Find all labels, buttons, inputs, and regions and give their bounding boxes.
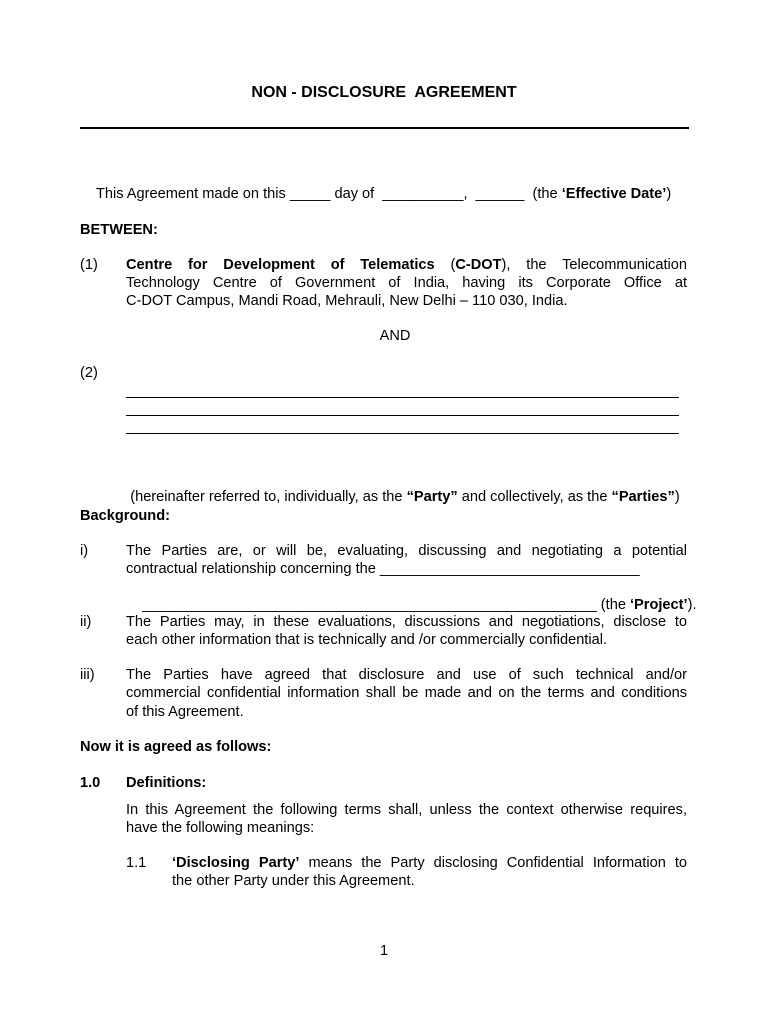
title-divider [80,127,689,129]
agreed-heading: Now it is agreed as follows: [80,739,272,755]
intro-line [80,167,671,221]
party2-blank-line [126,415,679,416]
section-text-line1: In this Agreement the following terms shall, unless the context otherwise requires, [126,802,687,818]
party1-open-paren: ( [434,257,456,273]
party1-number: (1) [80,257,98,273]
party2-blank-line [126,397,679,398]
party2-number: (2) [80,365,98,381]
party1-line1-rest: ), the Telecommunication [501,257,688,273]
parties-term: “Parties” [611,489,675,505]
party1-name: Centre for Development of Telematics [126,257,435,273]
subsection-line1-rest: means the Party disclosing Confidential Information to [299,855,688,871]
background-ii-number: ii) [80,614,92,630]
project-pre: (the [596,597,630,613]
project-blank: ________________________________________________________ [142,597,597,613]
hereinafter-text: and collectively, as the [457,489,612,505]
intro-text: This Agreement made on this _____ day of __________, ______ (the [95,186,562,202]
party1-line2: Technology Centre of Government of India, having its Corporate Office at [126,275,687,291]
background-ii-line2: each other information that is technically and /or commercially confidential. [126,632,608,648]
background-ii-line1: The Parties may, in these evaluations, discussions and negotiations, disclose to [126,614,687,630]
disclosing-party-term: ‘Disclosing Party’ [172,855,300,871]
project-post: ). [687,597,697,613]
background-iii-line1: The Parties have agreed that disclosure and use of such technical and/or [126,667,687,683]
background-iii-line3: of this Agreement. [126,704,244,720]
section-number: 1.0 [80,775,101,791]
subsection-number: 1.1 [126,855,147,871]
background-iii-number: iii) [80,667,95,683]
background-iii-line2: commercial confidential information shall be made and on the terms and conditions [126,685,687,701]
section-text-line2: have the following meanings: [126,820,315,836]
section-title: Definitions: [126,775,207,791]
subsection-line1 [172,854,687,872]
party-term: “Party” [406,489,458,505]
intro-close: ) [666,186,672,202]
background-heading: Background: [80,508,170,524]
page-number: 1 [379,943,389,959]
project-term: ‘Project’ [630,597,688,613]
subsection-line2: the other Party under this Agreement. [172,873,415,889]
party1-abbr: C-DOT [455,257,502,273]
party1-line3: C-DOT Campus, Mandi Road, Mehrauli, New Delhi – 110 030, India. [126,293,568,309]
background-i-number: i) [80,543,89,559]
hereinafter-line [114,470,680,524]
party2-blank-line [126,433,679,434]
effective-date-term: ‘Effective Date’ [561,186,667,202]
background-i-line1: The Parties are, or will be, evaluating, discussing and negotiating a potential [126,543,687,559]
page-title: NON - DISCLOSURE AGREEMENT [251,84,517,101]
between-heading: BETWEEN: [80,222,158,238]
and-label: AND [379,328,411,344]
hereinafter-text: ) [674,489,680,505]
hereinafter-text: (hereinafter referred to, individually, as the [130,489,407,505]
party1-line1 [126,256,687,274]
background-i-line2: contractual relationship concerning the ________________________________ [126,561,640,577]
